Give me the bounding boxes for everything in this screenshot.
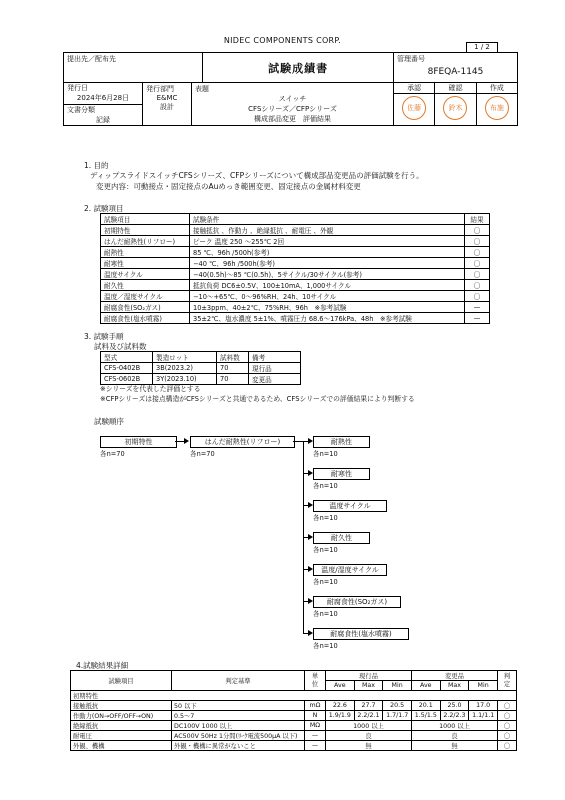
result-item: 耐電圧: [71, 731, 172, 741]
create-label: 作成: [477, 83, 517, 94]
result-unit: —: [305, 741, 326, 751]
new-value: 20.1: [411, 701, 440, 711]
judge-label-2: 定: [503, 680, 511, 688]
test-item: 温度サイクル: [101, 269, 190, 280]
col-new-max: Max: [440, 681, 469, 691]
col-new-min: Min: [469, 681, 498, 691]
col-current: 現行品: [326, 671, 412, 681]
sample-lot: 3Y(2023.10): [153, 374, 217, 385]
test-result: 〇: [465, 236, 490, 247]
flow-test-3: 温度サイクル: [313, 500, 387, 512]
flow-arrow-head: [184, 438, 189, 444]
table-row: [101, 258, 490, 269]
section2-heading: 2. 試験項目: [84, 204, 124, 213]
company-name: NIDEC COMPONENTS CORP.: [223, 36, 342, 45]
test-order-label: 試験順序: [94, 417, 124, 426]
dept-cell: [143, 83, 192, 126]
col-criteria: 判定基準: [172, 671, 305, 691]
flow-initial-count: 各n=70: [100, 450, 125, 458]
table-row: [101, 269, 490, 280]
test-result: 〇: [465, 258, 490, 269]
flow-test-count: 各n=10: [313, 450, 338, 458]
col-lot: 製造ロット: [153, 352, 217, 363]
col-cur-max: Max: [354, 681, 383, 691]
flow-test-count: 各n=10: [313, 546, 338, 554]
management-number-cell: [394, 53, 518, 83]
confirm-label: 確認: [435, 83, 475, 94]
flow-test-count: 各n=10: [313, 514, 338, 522]
result-item: 絶縁抵抗: [71, 721, 172, 731]
section3-heading: 3. 試験手順: [84, 332, 124, 341]
sample-model: CFS-0602B: [101, 374, 153, 385]
test-item: はんだ耐熱性(リフロー): [101, 236, 190, 247]
test-items-table: [100, 213, 490, 324]
test-item: 温度／湿度サイクル: [101, 291, 190, 302]
col-test-item: 試験項目: [101, 214, 190, 225]
result-item: 外観、機構: [71, 741, 172, 751]
test-result: 〇: [465, 247, 490, 258]
approve-cell: [394, 83, 435, 126]
create-stamp: 布施: [485, 96, 509, 120]
subject-cell: [192, 83, 394, 126]
test-item: 耐腐食性(SO₂ガス): [101, 302, 190, 313]
section1-purpose: ディップスライドスイッチCFSシリーズ、CFPシリーズについて構成部品変更品の評価試験を行う。: [90, 171, 424, 180]
sample-qty: 70: [217, 374, 249, 385]
test-item: 耐腐食性(塩水噴霧): [101, 313, 190, 324]
result-unit: MΩ: [305, 721, 326, 731]
result-item: 接触抵抗: [71, 701, 172, 711]
subject-line1: スイッチ: [278, 95, 307, 103]
test-condition: ピーク 温度 250 ～255℃ 2回: [190, 236, 465, 247]
new-value: 良: [411, 731, 497, 741]
sample-model: CFS-0402B: [101, 363, 153, 374]
test-result: —: [465, 302, 490, 313]
test-condition: 35±2℃、塩水濃度 5±1%、噴霧圧力 68.6～176kPa、48h ※参考試験: [190, 313, 465, 324]
test-condition: 10±3ppm、40±2℃、75%RH、96h ※参考試験: [190, 302, 465, 313]
new-value: 1.5/1.5: [411, 711, 440, 721]
create-cell: [476, 83, 517, 126]
table-row: [71, 701, 517, 711]
results-table: [70, 670, 517, 751]
test-condition: −40 ℃、96h /500h(参考): [190, 258, 465, 269]
section1-change: 変更内容：可動接点・固定接点のAuめっき範囲変更、固定接点の金属材料変更: [96, 182, 361, 191]
issue-date-label: 発行日: [67, 84, 88, 92]
table-row: [101, 225, 490, 236]
col-cur-ave: Ave: [326, 681, 355, 691]
table-row: [71, 721, 517, 731]
test-item: 耐久性: [101, 280, 190, 291]
approve-label: 承認: [394, 83, 434, 94]
result-criteria: AC500V 50Hz 1分間(ﾘｰｸ電流500μA 以下): [172, 731, 305, 741]
group-initial: 初期特性: [71, 691, 517, 701]
dept-line2: 設計: [160, 103, 174, 111]
doc-class-label: 文書分類: [67, 105, 95, 114]
flow-test-2: 耐寒性: [313, 468, 370, 480]
sample-lot: 3B(2023.2): [153, 363, 217, 374]
table-row: [71, 731, 517, 741]
current-value: 1.7/1.7: [383, 711, 412, 721]
current-value: 1.9/1.9: [326, 711, 355, 721]
flow-solder-count: 各n=70: [190, 450, 215, 458]
unit-label-1: 単: [311, 672, 319, 680]
sample-remark: 変更品: [249, 374, 301, 385]
result-judge: 〇: [498, 711, 517, 721]
col-cur-min: Min: [383, 681, 412, 691]
table-row: [101, 280, 490, 291]
col-qty: 試料数: [217, 352, 249, 363]
flow-test-count: 各n=10: [313, 610, 338, 618]
table-row: [71, 741, 517, 751]
judge-label-1: 判: [503, 672, 511, 680]
current-value: 1000 以上: [326, 721, 412, 731]
table-row: [71, 711, 517, 721]
doc-class-cell: [64, 104, 143, 126]
result-unit: mΩ: [305, 701, 326, 711]
dept-label: 発行部門: [146, 85, 174, 93]
new-value: 1.1/1.1: [469, 711, 498, 721]
test-result: 〇: [465, 280, 490, 291]
test-item: 初期特性: [101, 225, 190, 236]
flow-test-5: 温度/湿度サイクル: [313, 564, 387, 576]
management-number: 8FEQA-1145: [427, 67, 484, 77]
subject-line3: 構成部品変更 評価結果: [254, 115, 331, 123]
col-model: 型式: [101, 352, 153, 363]
col-item: 試験項目: [71, 671, 172, 691]
table-row: [101, 313, 490, 324]
result-criteria: 外観・機構に異常がないこと: [172, 741, 305, 751]
col-judge: [498, 671, 517, 691]
test-condition: 85 ℃、96h /500h(参考): [190, 247, 465, 258]
document-title: 試験成績書: [203, 53, 394, 83]
result-unit: —: [305, 731, 326, 741]
current-value: 27.7: [354, 701, 383, 711]
test-result: 〇: [465, 291, 490, 302]
table-row: [101, 363, 301, 374]
sample-remark: 現行品: [249, 363, 301, 374]
management-number-label: 管理番号: [397, 55, 425, 63]
dept-line1: E&MC: [156, 94, 178, 102]
test-condition: −40(0.5h)～85 ℃(0.5h)、5サイクル/30サイクル(参考): [190, 269, 465, 280]
test-result: —: [465, 313, 490, 324]
approve-stamp: 佐藤: [402, 96, 426, 120]
test-condition: −10～+65℃、0～96%RH、24h、10サイクル: [190, 291, 465, 302]
col-unit: [305, 671, 326, 691]
flow-test-count: 各n=10: [313, 482, 338, 490]
current-value: 無: [326, 741, 412, 751]
sample-subheading: 試料及び試料数: [94, 342, 147, 351]
issue-date: 2024年6月28日: [76, 94, 130, 102]
current-value: 2.2/2.1: [354, 711, 383, 721]
note-cfp: ※CFPシリーズは接点構造がCFSシリーズと共通であるため、CFSシリーズでの評価結果により判断する: [100, 395, 415, 403]
col-new-ave: Ave: [411, 681, 440, 691]
flow-test-4: 耐久性: [313, 532, 370, 544]
new-value: 25.0: [440, 701, 469, 711]
result-item: 作動力(ON→OFF/OFF→ON): [71, 711, 172, 721]
current-value: 良: [326, 731, 412, 741]
new-value: 17.0: [469, 701, 498, 711]
doc-class: 記録: [96, 115, 110, 124]
subject-label: 表題: [195, 85, 209, 93]
confirm-stamp: 鈴木: [443, 96, 467, 120]
flow-test-6: 耐腐食性(SO₂ガス): [313, 596, 401, 608]
document-header: [63, 52, 518, 126]
col-test-condition: 試験条件: [190, 214, 465, 225]
flow-test-count: 各n=10: [313, 578, 338, 586]
col-new: 変更品: [411, 671, 497, 681]
section1-heading: 1. 目的: [84, 161, 109, 170]
submit-to-label: 提出先／配布先: [64, 53, 203, 83]
new-value: 無: [411, 741, 497, 751]
col-remark: 備考: [249, 352, 301, 363]
table-row: [101, 291, 490, 302]
result-criteria: 50 以下: [172, 701, 305, 711]
unit-label-2: 位: [311, 680, 319, 688]
result-judge: 〇: [498, 741, 517, 751]
page-number: 1 / 2: [466, 42, 498, 53]
new-value: 2.2/2.3: [440, 711, 469, 721]
issue-date-cell: [64, 83, 143, 105]
result-judge: 〇: [498, 701, 517, 711]
current-value: 22.6: [326, 701, 355, 711]
confirm-cell: [435, 83, 476, 126]
result-judge: 〇: [498, 731, 517, 741]
flow-test-count: 各n=10: [313, 642, 338, 650]
test-result: 〇: [465, 269, 490, 280]
test-item: 耐寒性: [101, 258, 190, 269]
table-row: [101, 247, 490, 258]
result-criteria: 0.5～7: [172, 711, 305, 721]
table-row: [101, 302, 490, 313]
section4-heading: 4.試験結果詳細: [76, 661, 129, 670]
sample-qty: 70: [217, 363, 249, 374]
test-item: 耐熱性: [101, 247, 190, 258]
samples-table: [100, 351, 301, 385]
note-representative: ※シリーズを代表した評価とする: [100, 385, 201, 393]
flow-test-7: 耐腐食性(塩水噴霧): [313, 628, 409, 640]
result-judge: 〇: [498, 721, 517, 731]
result-criteria: DC100V 1000 以上: [172, 721, 305, 731]
test-result: 〇: [465, 225, 490, 236]
current-value: 20.5: [383, 701, 412, 711]
result-unit: N: [305, 711, 326, 721]
flow-arrow-line: [293, 441, 303, 442]
col-result: 結果: [465, 214, 490, 225]
test-condition: 抵抗負荷 DC6±0.5V、100±10mA、1,000サイクル: [190, 280, 465, 291]
new-value: 1000 以上: [411, 721, 497, 731]
subject-line2: CFSシリーズ／CFPシリーズ: [248, 105, 337, 113]
flow-solder: はんだ耐熱性(リフロー): [190, 436, 295, 448]
flow-test-1: 耐熱性: [313, 436, 370, 448]
flow-initial: 初期特性: [100, 436, 177, 448]
test-condition: 接触抵抗 、作動力 、絶縁抵抗 、耐電圧 、外観: [190, 225, 465, 236]
table-row: [101, 236, 490, 247]
